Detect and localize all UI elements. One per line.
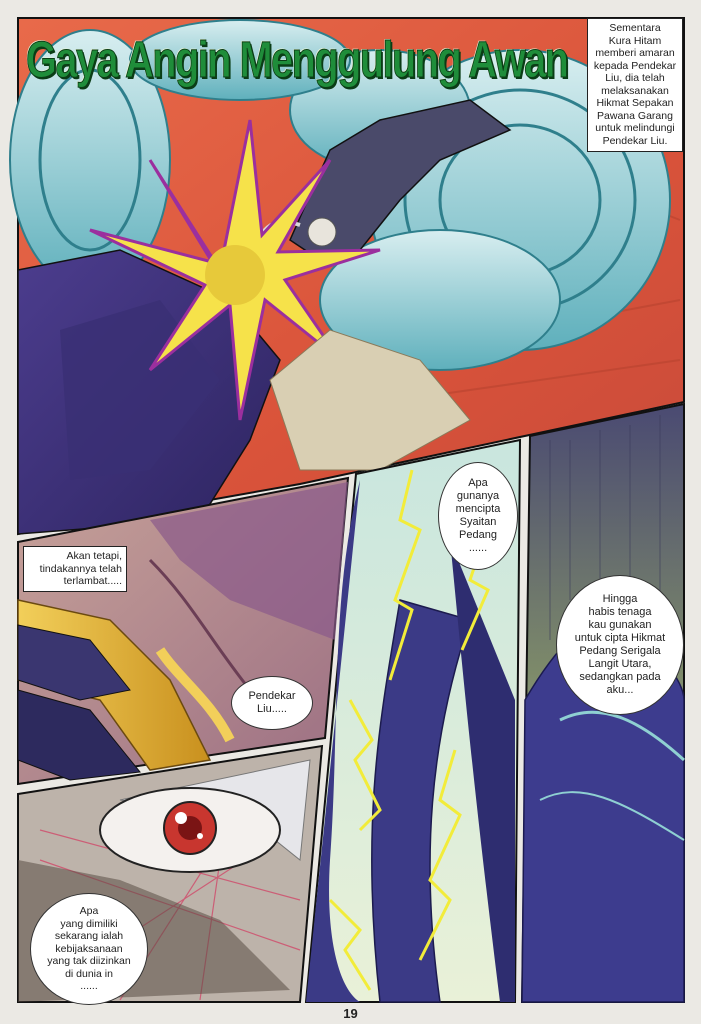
speech-bubble-name-call: Pendekar Liu..... bbox=[231, 676, 313, 730]
speech-bubble-exhausted: Hingga habis tenaga kau gunakan untuk cipta Hikmat Pedang Serigala Langit Utara, sedangkan pada aku... bbox=[556, 575, 684, 715]
speech-bubble-wisdom: Apa yang dimiliki sekarang ialah kebijaksanaan yang tak diizinkan di dunia in ...... bbox=[30, 893, 148, 1005]
page-number: 19 bbox=[343, 1006, 358, 1021]
speech-bubble-question: Apa gunanya mencipta Syaitan Pedang ...... bbox=[438, 462, 518, 570]
narration-caption-top: Sementara Kura Hitam memberi amaran kepada Pendekar Liu, dia telah melaksanakan Hikmat Sepakan Pawana Garang untuk melindungi Pendekar Liu. bbox=[587, 18, 683, 152]
attack-title: Gaya Angin Menggulung Awan bbox=[26, 31, 568, 88]
narration-caption-middle: Akan tetapi, tindakannya telah terlambat..... bbox=[23, 546, 127, 592]
